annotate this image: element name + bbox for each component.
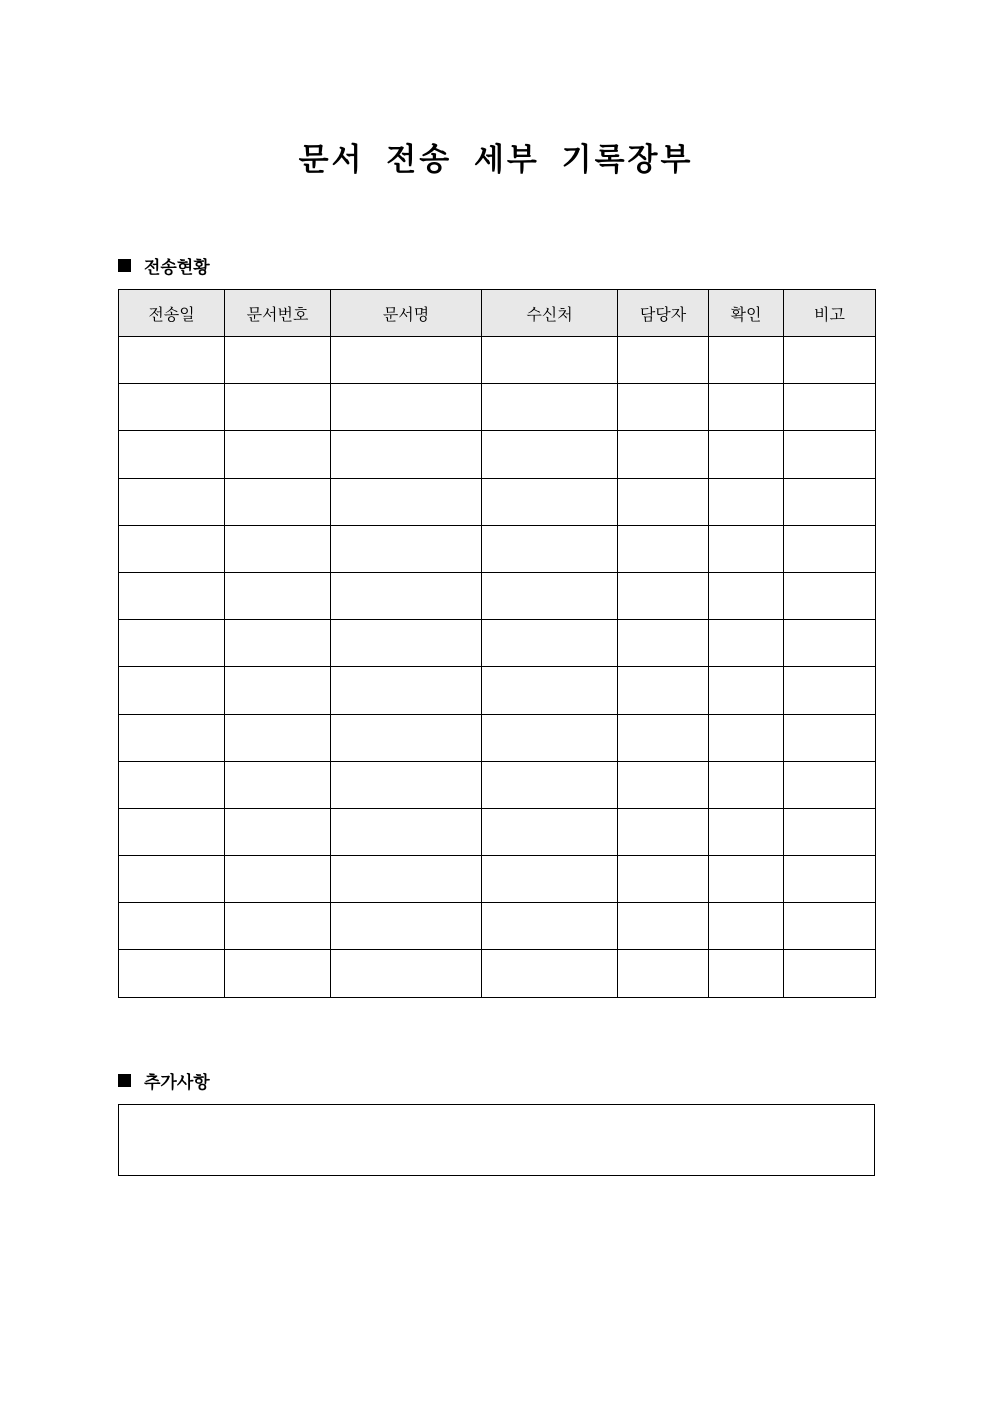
table-cell[interactable] [225,620,331,667]
page-title: 문서 전송 세부 기록장부 [298,142,694,178]
table-cell[interactable] [482,856,618,903]
table-cell[interactable] [482,714,618,761]
table-cell[interactable] [709,337,784,384]
table-cell[interactable] [331,478,482,525]
table-cell[interactable] [119,337,225,384]
table-cell[interactable] [618,572,709,619]
table-cell[interactable] [709,856,784,903]
table-cell[interactable] [119,856,225,903]
table-cell[interactable] [618,808,709,855]
table-cell[interactable] [618,950,709,997]
table-cell[interactable] [482,808,618,855]
table-cell[interactable] [618,903,709,950]
table-cell[interactable] [119,808,225,855]
table-cell[interactable] [784,431,876,478]
table-cell[interactable] [119,620,225,667]
column-header-document-name: 문서명 [331,290,482,337]
column-header-person-in-charge: 담당자 [618,290,709,337]
table-row [119,431,876,478]
table-row [119,384,876,431]
table-cell[interactable] [709,620,784,667]
section-transmission-heading [118,253,210,278]
table-cell[interactable] [709,572,784,619]
table-cell[interactable] [331,761,482,808]
table-cell[interactable] [331,856,482,903]
section-notes-heading [118,1068,210,1093]
table-cell[interactable] [618,525,709,572]
table-cell[interactable] [618,620,709,667]
table-cell[interactable] [331,431,482,478]
transmission-log-table [118,289,876,998]
table-cell[interactable] [482,950,618,997]
table-body [119,337,876,998]
table-cell[interactable] [331,667,482,714]
table-cell[interactable] [225,856,331,903]
column-header-document-number: 문서번호 [225,290,331,337]
table-cell[interactable] [331,620,482,667]
table-row [119,478,876,525]
table-cell[interactable] [784,950,876,997]
table-cell[interactable] [331,572,482,619]
table-cell[interactable] [331,808,482,855]
table-cell[interactable] [784,572,876,619]
column-header-confirmation: 확인 [709,290,784,337]
column-header-send-date: 전송일 [119,290,225,337]
table-cell[interactable] [709,667,784,714]
table-cell[interactable] [482,478,618,525]
square-bullet-icon [118,259,131,272]
table-cell[interactable] [225,808,331,855]
table-cell[interactable] [709,903,784,950]
notes-box[interactable] [118,1104,875,1176]
table-cell[interactable] [331,903,482,950]
table-row [119,903,876,950]
table-cell[interactable] [119,525,225,572]
table-cell[interactable] [119,478,225,525]
table-cell[interactable] [482,761,618,808]
column-header-recipient: 수신처 [482,290,618,337]
table-cell[interactable] [709,761,784,808]
table-cell[interactable] [482,572,618,619]
table-cell[interactable] [709,714,784,761]
table-cell[interactable] [225,714,331,761]
table-cell[interactable] [225,431,331,478]
table-cell[interactable] [709,478,784,525]
table-cell[interactable] [784,761,876,808]
table-cell[interactable] [618,478,709,525]
table-cell[interactable] [784,667,876,714]
table-cell[interactable] [618,384,709,431]
table-cell[interactable] [482,903,618,950]
table-cell[interactable] [119,714,225,761]
table-cell[interactable] [784,714,876,761]
table-cell[interactable] [225,384,331,431]
table-cell[interactable] [709,431,784,478]
table-row [119,525,876,572]
table-cell[interactable] [618,337,709,384]
table-cell[interactable] [482,525,618,572]
table-cell[interactable] [482,620,618,667]
table-row [119,667,876,714]
table-cell[interactable] [784,620,876,667]
table-cell[interactable] [225,525,331,572]
table-cell[interactable] [225,572,331,619]
table-cell[interactable] [331,525,482,572]
section-notes-label: 추가사항 [144,1073,210,1093]
table-cell[interactable] [331,384,482,431]
table-cell[interactable] [618,856,709,903]
table-cell[interactable] [784,337,876,384]
table-cell[interactable] [784,478,876,525]
table-cell[interactable] [331,337,482,384]
table-row [119,572,876,619]
table-cell[interactable] [784,903,876,950]
table-cell[interactable] [225,337,331,384]
table-row [119,620,876,667]
table-cell[interactable] [618,667,709,714]
table-cell[interactable] [784,384,876,431]
table-cell[interactable] [119,384,225,431]
table-cell[interactable] [482,384,618,431]
table-cell[interactable] [784,808,876,855]
table-cell[interactable] [119,572,225,619]
table-cell[interactable] [225,761,331,808]
table-cell[interactable] [331,714,482,761]
table-cell[interactable] [618,761,709,808]
table-row [119,761,876,808]
table-row [119,950,876,997]
table-row [119,856,876,903]
table-cell[interactable] [482,431,618,478]
table-cell[interactable] [784,856,876,903]
column-header-remarks: 비고 [784,290,876,337]
table-cell[interactable] [225,478,331,525]
table-cell[interactable] [482,337,618,384]
table-cell[interactable] [709,525,784,572]
table-cell[interactable] [784,525,876,572]
table-row [119,714,876,761]
table-cell[interactable] [709,950,784,997]
table-cell[interactable] [119,950,225,997]
table-cell[interactable] [709,808,784,855]
table-cell[interactable] [225,667,331,714]
table-cell[interactable] [618,714,709,761]
table-cell[interactable] [225,950,331,997]
table-row [119,337,876,384]
table-cell[interactable] [482,667,618,714]
table-cell[interactable] [119,667,225,714]
table-cell[interactable] [119,431,225,478]
table-cell[interactable] [331,950,482,997]
table-row [119,808,876,855]
table-cell[interactable] [709,384,784,431]
table-cell[interactable] [225,903,331,950]
table-header-row [119,290,876,337]
table-cell[interactable] [618,431,709,478]
table-cell[interactable] [119,761,225,808]
square-bullet-icon [118,1074,131,1087]
section-transmission-label: 전송현황 [144,258,210,278]
table-cell[interactable] [119,903,225,950]
